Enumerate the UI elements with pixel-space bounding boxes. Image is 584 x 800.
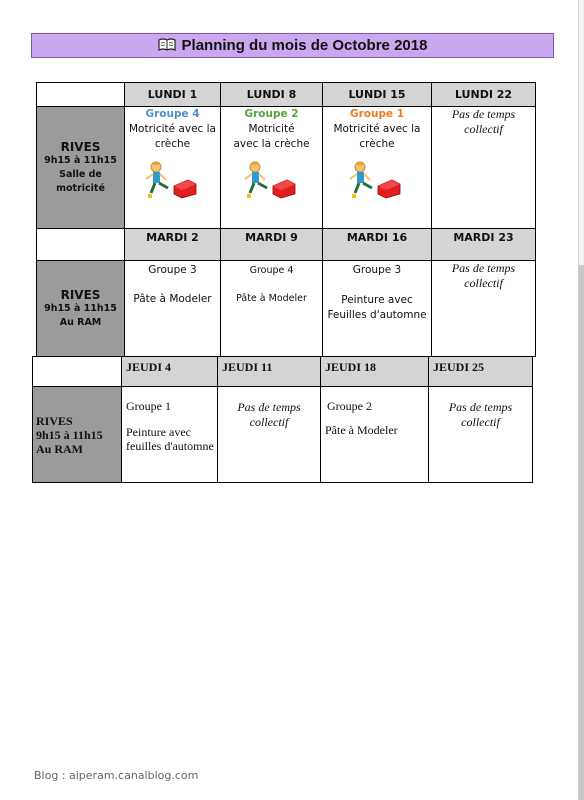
scrollbar-thumb[interactable] [579, 265, 584, 800]
group-label: Groupe 4 [249, 265, 294, 276]
cell-mardi-2 [125, 261, 221, 357]
cell-lundi-1 [125, 107, 221, 229]
page-title-bar [31, 33, 554, 58]
note-line2: collectif [461, 415, 500, 429]
note-line2: collectif [249, 415, 289, 429]
group-label: Groupe 3 [352, 264, 402, 276]
footer-blog-link: Blog : aiperam.canalblog.com [34, 769, 199, 782]
child-playing-icon [243, 160, 301, 200]
activity-line1: Pâte à Modeler [133, 293, 212, 305]
schedule-table-jeudi [32, 356, 533, 483]
activity-line1: Pâte à Modeler [236, 293, 307, 304]
header-lundi-8: LUNDI 8 [221, 83, 323, 107]
schedule-table-lundi-mardi [36, 82, 536, 357]
activity-line1: Motricité avec la [128, 123, 216, 135]
location: RIVES [60, 139, 101, 154]
cell-mardi-9 [221, 261, 323, 357]
location: RIVES [36, 413, 73, 428]
activity-line1: Motricité [248, 123, 295, 135]
row-label-jeudi [33, 387, 122, 483]
time: 9h15 à 11h15 [44, 154, 117, 166]
activity-line2: crèche [359, 138, 395, 150]
note-line1: Pas de temps [451, 261, 516, 275]
header-mardi-16: MARDI 16 [323, 229, 432, 261]
child-playing-icon [348, 160, 406, 200]
activity-line1: Peinture avec [126, 425, 191, 439]
note-line1: Pas de temps [237, 400, 301, 414]
group-label: Groupe 1 [349, 108, 405, 120]
activity-line2: feuilles d'automne [126, 439, 214, 453]
header-lundi-22: LUNDI 22 [432, 83, 536, 107]
time: 9h15 à 11h15 [44, 302, 117, 314]
activity-line1: Pâte à Modeler [325, 423, 398, 437]
location: RIVES [60, 287, 101, 302]
activity-line2: crèche [154, 138, 191, 150]
header-mardi-2: MARDI 2 [125, 229, 221, 261]
cell-lundi-15 [323, 107, 432, 229]
time: 9h15 à 11h15 [36, 427, 103, 442]
note-line1: Pas de temps [448, 400, 513, 414]
group-label: Groupe 4 [145, 108, 200, 120]
corner-cell [37, 83, 125, 107]
header-mardi-23: MARDI 23 [432, 229, 536, 261]
room-line1: Salle de [59, 168, 102, 180]
cell-jeudi-25 [429, 387, 533, 483]
row-label-lundi [37, 107, 125, 229]
header-jeudi-4: JEUDI 4 [122, 357, 218, 387]
group-label: Groupe 1 [126, 399, 171, 413]
corner-cell [33, 357, 122, 387]
header-jeudi-11: JEUDI 11 [218, 357, 321, 387]
header-lundi-1: LUNDI 1 [125, 83, 221, 107]
corner-cell [37, 229, 125, 261]
group-label: Groupe 2 [244, 108, 299, 120]
note-line1: Pas de temps [451, 107, 516, 121]
cell-jeudi-11 [218, 387, 321, 483]
note-line2: collectif [464, 276, 503, 290]
activity-line1: Motricité avec la [333, 123, 421, 135]
group-label: Groupe 2 [327, 399, 372, 413]
activity-line1: Peinture avec [341, 294, 413, 306]
header-jeudi-18: JEUDI 18 [321, 357, 429, 387]
note-line2: collectif [464, 122, 503, 136]
cell-lundi-22 [432, 107, 536, 229]
group-label: Groupe 3 [148, 264, 197, 276]
room-line2: motricité [56, 182, 105, 194]
child-playing-icon [144, 160, 202, 200]
activity-line2: Feuilles d'automne [327, 309, 427, 321]
cell-mardi-23 [432, 261, 536, 357]
header-jeudi-25: JEUDI 25 [429, 357, 533, 387]
cell-lundi-8 [221, 107, 323, 229]
book-icon [158, 38, 176, 54]
header-lundi-15: LUNDI 15 [323, 83, 432, 107]
cell-mardi-16 [323, 261, 432, 357]
cell-jeudi-18 [321, 387, 429, 483]
activity-line2: avec la crèche [233, 138, 310, 150]
cell-jeudi-4 [122, 387, 218, 483]
page-title: Planning du mois de Octobre 2018 [181, 37, 428, 54]
room: Au RAM [36, 441, 83, 456]
row-label-mardi [37, 261, 125, 357]
scrollbar[interactable] [579, 0, 584, 800]
room: Au RAM [59, 316, 102, 328]
header-mardi-9: MARDI 9 [221, 229, 323, 261]
